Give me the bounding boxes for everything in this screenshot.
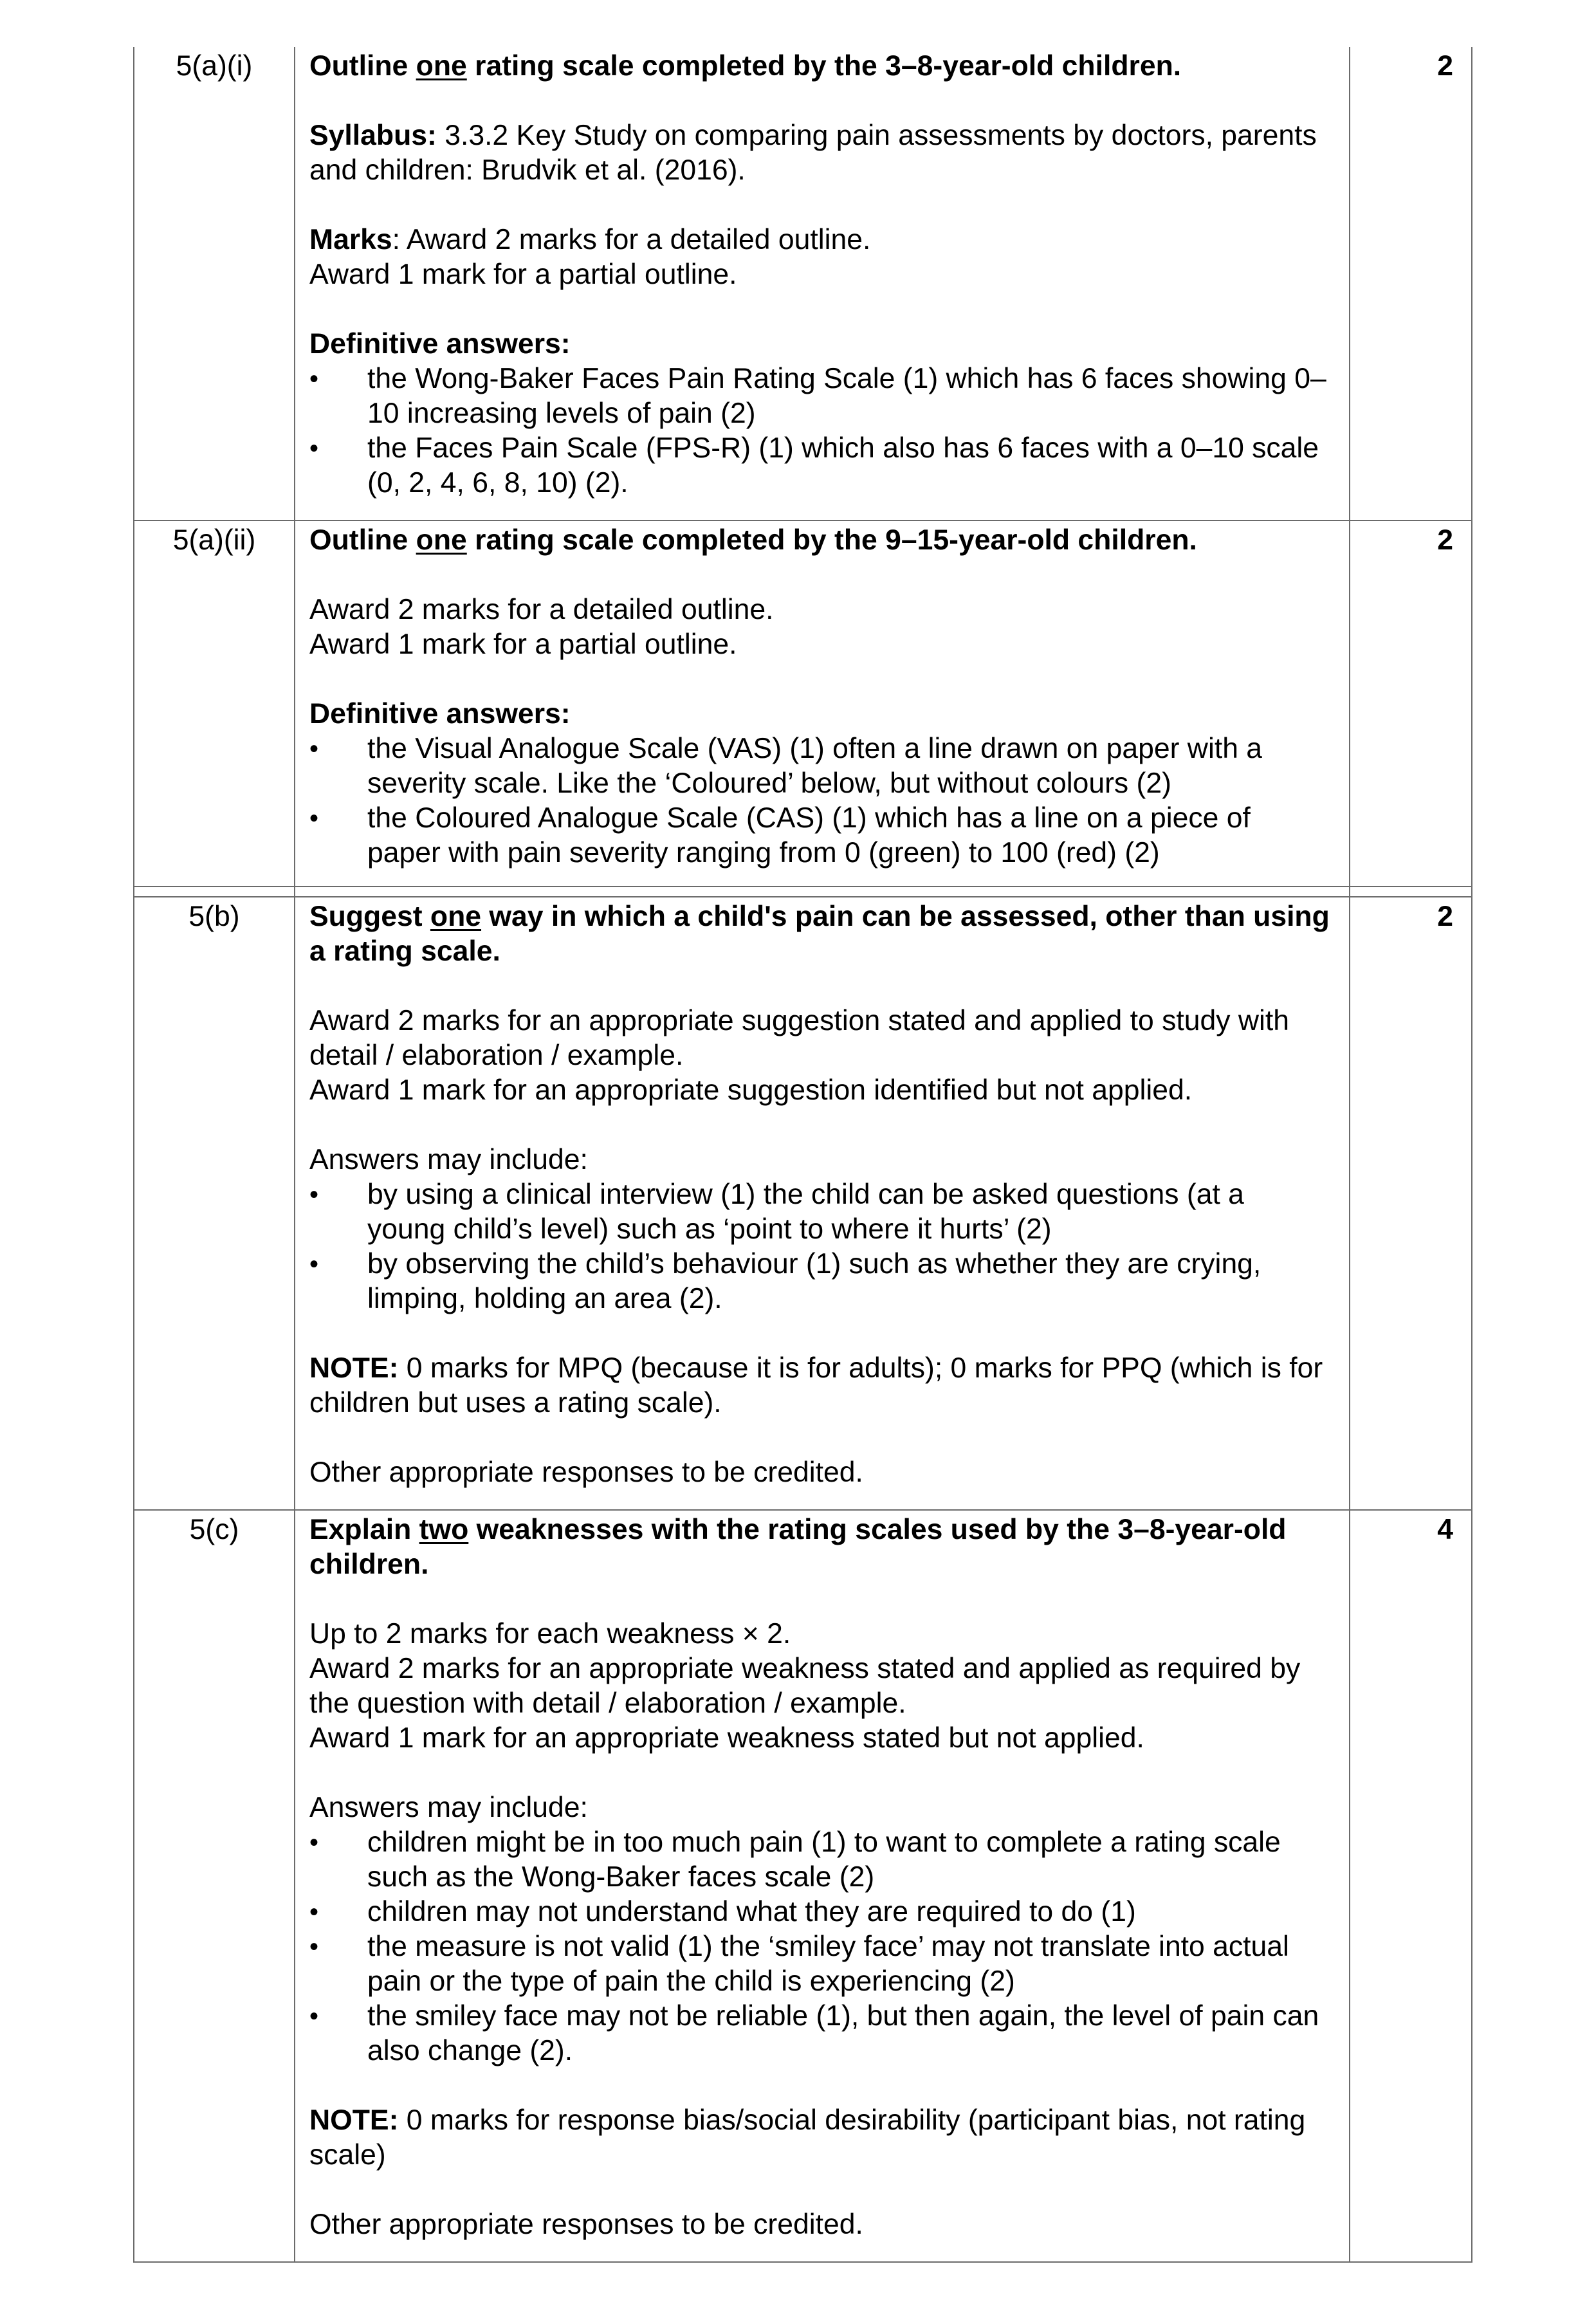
question-text [309,523,1330,558]
syllabus-reference [309,118,1330,188]
answers-heading: Answers may include: [309,1144,588,1175]
marks-line: Up to 2 marks for each weakness × 2. [309,1618,791,1650]
question-text-part: rating scale completed by the 9–15-year-old children. [466,524,1197,556]
answers-heading: Definitive answers: [309,698,571,730]
note-text: 0 marks for MPQ (because it is for adults); 0 marks for PPQ (which is for children but uses a rating scale). [309,1352,1323,1419]
answers-list [309,1177,1330,1316]
question-text-part: Outline [309,50,416,82]
answers-section [309,1143,1330,1316]
marks-line: Award 1 mark for a partial outline. [309,259,737,290]
separator-cell [1350,887,1472,897]
question-text-part: weaknesses with the rating scales used by the 3–8-year-old children. [309,1514,1287,1580]
question-text [309,1513,1330,1582]
mark-scheme-table [133,47,1472,2263]
table-separator [134,887,1472,897]
list-item: • the Visual Analogue Scale (VAS) (1) often a line drawn on paper with a severity scale. Like the ‘Coloured’ below, but without colours (2) [309,731,1330,801]
question-text-part: Explain [309,1514,419,1545]
note [309,1351,1330,1421]
syllabus-text: 3.3.2 Key Study on comparing pain assessments by doctors, parents and children: Brudvik et al. (2016). [309,120,1317,186]
note-label: NOTE: [309,2104,399,2136]
answer-cell [295,47,1350,520]
answer-cell [295,520,1350,887]
answers-heading: Answers may include: [309,1792,588,1823]
answers-heading: Definitive answers: [309,328,571,360]
note-text: 0 marks for response bias/social desirability (participant bias, not rating scale) [309,2104,1306,2171]
question-emphasis: one [416,50,467,82]
marks-label: Marks [309,224,392,255]
list-item: • children might be in too much pain (1) to want to complete a rating scale such as the Wong-Baker faces scale (2) [309,1825,1330,1895]
question-text-part: Suggest [309,901,430,932]
table-row-5ai [134,47,1472,520]
question-emphasis: two [419,1514,469,1545]
question-text-part: rating scale completed by the 3–8-year-old children. [466,50,1182,82]
syllabus-label: Syllabus: [309,120,437,151]
question-text-part: way in which a child's pain can be assessed, other than using a rating scale. [309,901,1330,967]
marks-line: Award 1 mark for an appropriate suggestion identified but not applied. [309,1074,1193,1106]
answers-list [309,362,1330,501]
marks-line: Award 2 marks for a detailed outline. [309,594,774,625]
mark-value: 2 [1350,520,1472,887]
marks-guidance [309,593,1330,662]
marks-guidance [309,1004,1330,1108]
question-number: 5(a)(ii) [134,520,295,887]
table-row-5b [134,897,1472,1510]
list-item: • children may not understand what they are required to do (1) [309,1895,1330,1929]
list-item: • the smiley face may not be reliable (1), but then again, the level of pain can also change (2). [309,1999,1330,2068]
question-number: 5(b) [134,897,295,1510]
answers-section [309,1790,1330,2068]
list-item: • the Faces Pain Scale (FPS-R) (1) which also has 6 faces with a 0–10 scale (0, 2, 4, 6, 8, 10) (2). [309,431,1330,501]
separator-cell [134,887,295,897]
mark-value: 2 [1350,897,1472,1510]
list-item: • by using a clinical interview (1) the child can be asked questions (at a young child’s level) such as ‘point to where it hurts’ (2) [309,1177,1330,1247]
separator-cell [295,887,1350,897]
marks-line: Award 2 marks for an appropriate suggestion stated and applied to study with detail / elaboration / example. [309,1005,1289,1071]
marks-line: Award 2 marks for an appropriate weakness stated and applied as required by the question with detail / elaboration / example. [309,1653,1301,1719]
list-item: • by observing the child’s behaviour (1) such as whether they are crying, limping, holding an area (2). [309,1247,1330,1316]
question-number: 5(a)(i) [134,47,295,520]
question-emphasis: one [416,524,467,556]
list-item: • the measure is not valid (1) the ‘smiley face’ may not translate into actual pain or the type of pain the child is experiencing (2) [309,1929,1330,1999]
answer-cell [295,897,1350,1510]
note-label: NOTE: [309,1352,399,1384]
list-item: • the Wong-Baker Faces Pain Rating Scale (1) which has 6 faces showing 0–10 increasing levels of pain (2) [309,362,1330,431]
other-responses: Other appropriate responses to be credited. [309,2209,863,2240]
mark-value: 2 [1350,47,1472,520]
answer-cell [295,1510,1350,2262]
answers-list [309,731,1330,870]
question-text-part: Outline [309,524,416,556]
table-row-5c [134,1510,1472,2262]
marks-line: : Award 2 marks for a detailed outline. [392,224,871,255]
answers-list [309,1825,1330,2068]
question-text [309,49,1330,84]
marks-line: Award 1 mark for an appropriate weakness stated but not applied. [309,1722,1144,1754]
marks-line: Award 1 mark for a partial outline. [309,629,737,660]
marks-guidance [309,223,1330,292]
mark-value: 4 [1350,1510,1472,2262]
note [309,2103,1330,2173]
other-responses: Other appropriate responses to be credited. [309,1457,863,1488]
marks-guidance [309,1617,1330,1756]
answers-section [309,697,1330,870]
list-item: • the Coloured Analogue Scale (CAS) (1) which has a line on a piece of paper with pain severity ranging from 0 (green) to 100 (red) (2) [309,801,1330,870]
answers-section [309,327,1330,501]
question-text [309,899,1330,969]
question-number: 5(c) [134,1510,295,2262]
question-emphasis: one [430,901,482,932]
table-row-5aii [134,520,1472,887]
